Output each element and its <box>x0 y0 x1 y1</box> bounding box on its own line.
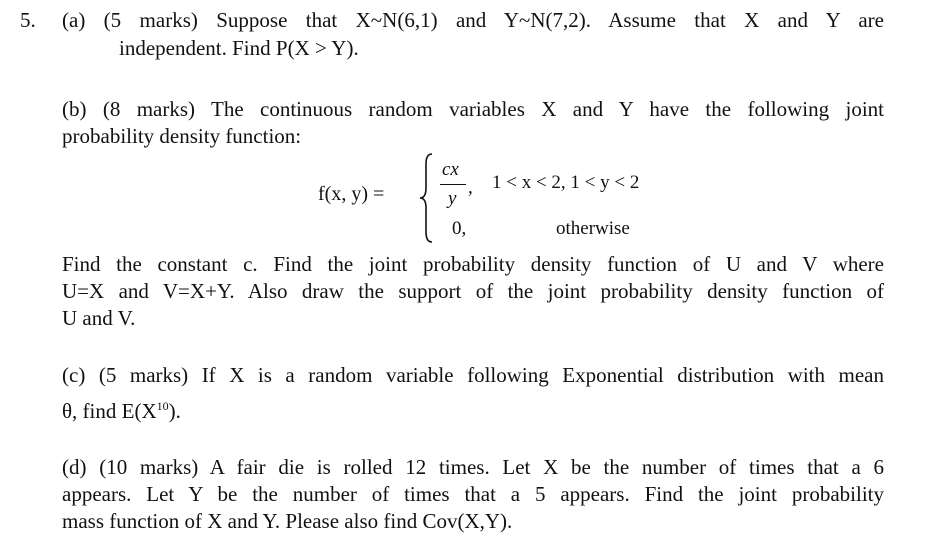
part-d-line-3: mass function of X and Y. Please also find Cov(X,Y). <box>62 509 513 533</box>
fraction-numerator: cx <box>442 159 459 180</box>
part-b-line-5: U and V. <box>62 306 136 330</box>
part-c-line-2-end: ). <box>168 399 181 423</box>
left-brace <box>417 152 435 244</box>
part-b-line-4: U=X and V=X+Y. Also draw the support of the joint probability density function of <box>62 279 884 303</box>
part-c-line-1: (c) (5 marks) If X is a random variable following Exponential distribution with mean <box>62 363 884 387</box>
part-b-line-1: (b) (8 marks) The continuous random variables X and Y have the following joint <box>62 97 884 121</box>
part-d-line-2: appears. Let Y be the number of times that a 5 appears. Find the joint probability <box>62 482 884 506</box>
part-b-line-2: probability density function: <box>62 124 302 148</box>
part-c-line-2-text: θ, find E(X <box>62 399 157 423</box>
case2-condition: otherwise <box>556 218 630 239</box>
part-a-line-2: independent. Find P(X > Y). <box>119 36 359 60</box>
exponent: 10 <box>156 399 169 413</box>
case1-condition: 1 < x < 2, 1 < y < 2 <box>492 172 640 193</box>
part-d-line-1: (d) (10 marks) A fair die is rolled 12 times. Let X be the number of times that a 6 <box>62 455 884 479</box>
question-number: 5. <box>20 8 36 32</box>
fraction-comma: , <box>468 177 473 198</box>
formula-lhs: f(x, y) = <box>318 183 385 205</box>
part-c-line-2 <box>62 394 181 423</box>
fraction-bar <box>440 184 466 185</box>
case2-value: 0, <box>452 218 467 239</box>
part-a-line-1: (a) (5 marks) Suppose that X~N(6,1) and Y~N(7,2). Assume that X and Y are <box>62 8 884 32</box>
fraction-denominator: y <box>448 188 457 209</box>
part-b-line-3: Find the constant c. Find the joint probability density function of U and V where <box>62 252 884 276</box>
